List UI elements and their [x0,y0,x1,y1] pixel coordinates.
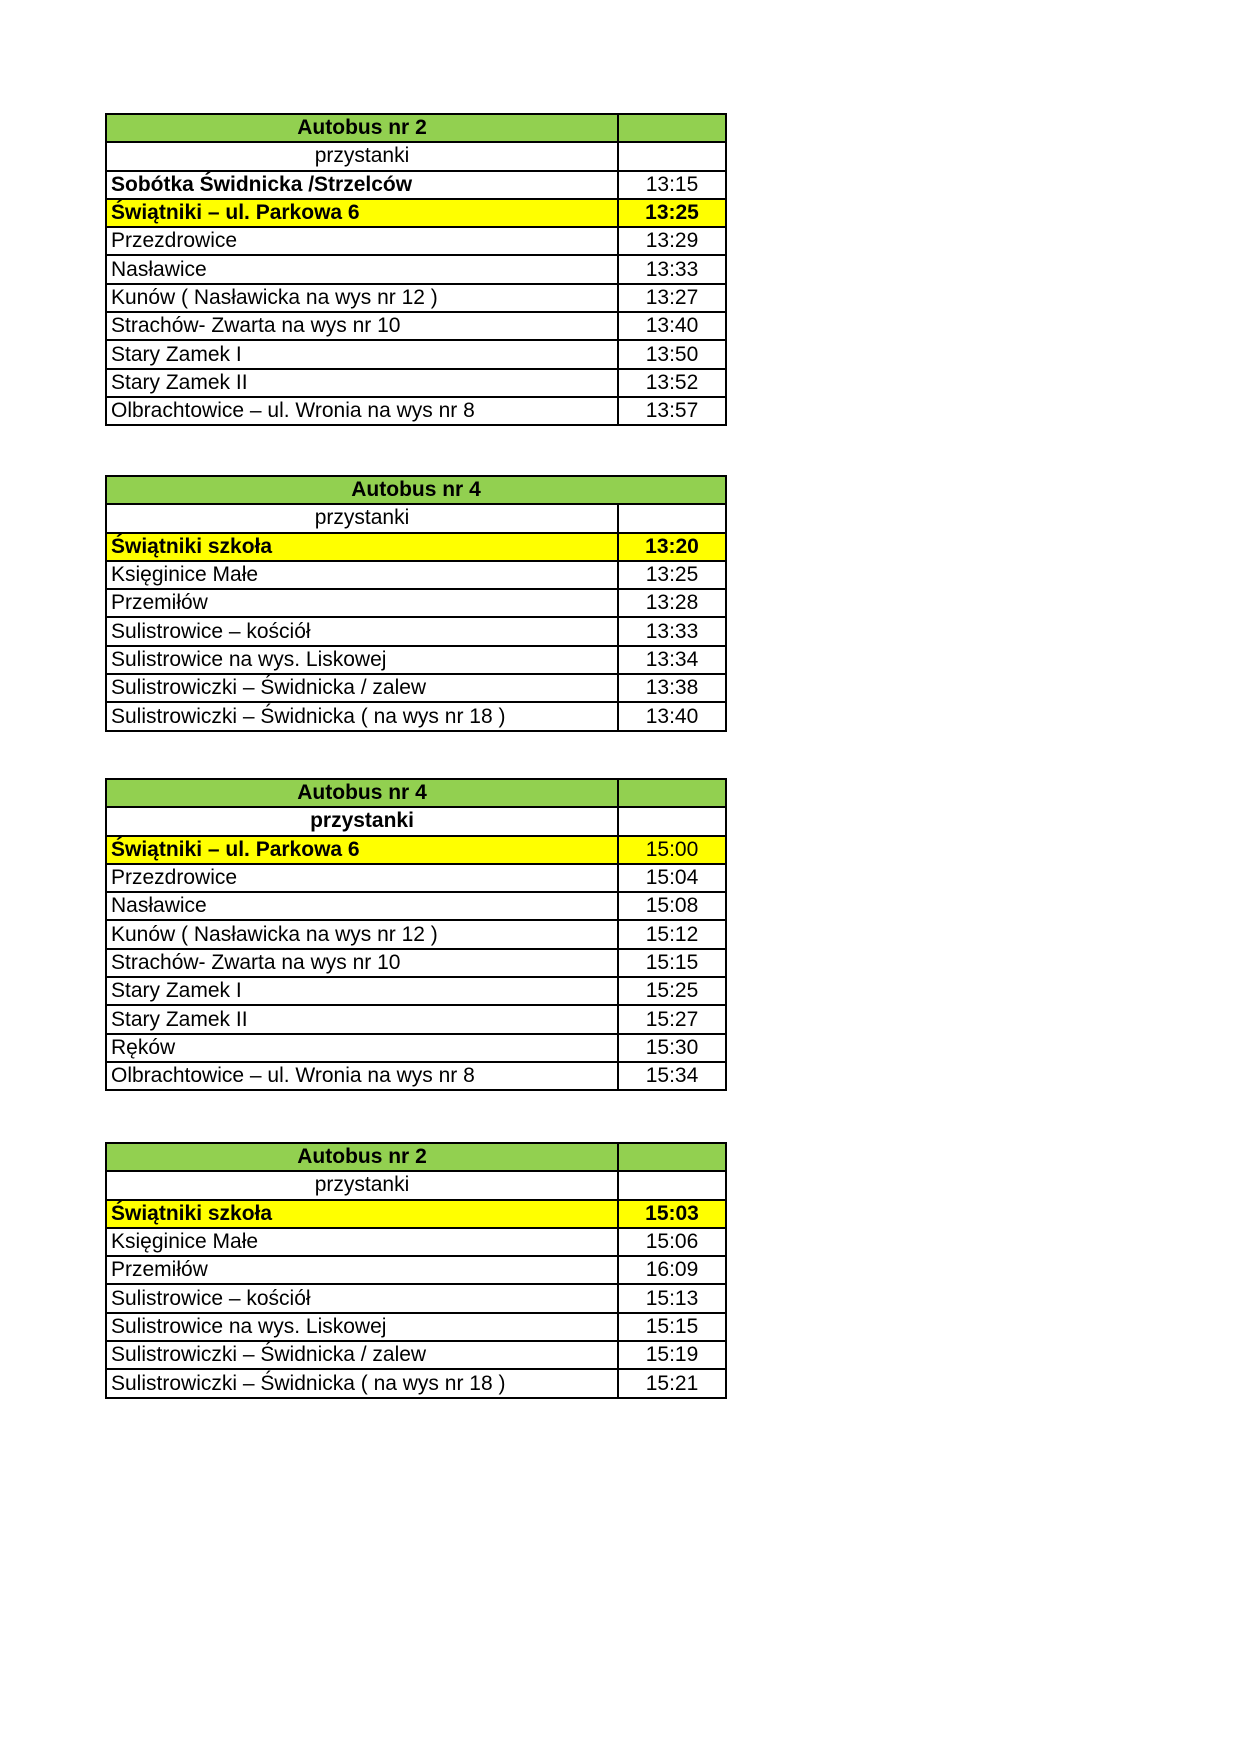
stop-name: Olbrachtowice – ul. Wronia na wys nr 8 [106,1062,618,1090]
table-row [106,1341,726,1369]
table-subheader-row [106,1171,726,1199]
table-header-empty-cell [618,114,726,142]
empty-cell [618,1171,726,1199]
stop-name: Świątniki – ul. Parkowa 6 [106,199,618,227]
table-row [106,1369,726,1397]
stop-name: Nasławice [106,255,618,283]
table-row [106,674,726,702]
table-row-highlighted [106,533,726,561]
stop-time: 13:38 [618,674,726,702]
stop-time: 15:21 [618,1369,726,1397]
stop-name: Przezdrowice [106,227,618,255]
stop-name: Sulistrowice na wys. Liskowej [106,1313,618,1341]
table-header-row [106,114,726,142]
stop-name: Sulistrowice – kościół [106,617,618,645]
stop-name: Przemiłów [106,589,618,617]
stop-name: Ręków [106,1034,618,1062]
stop-name: Sulistrowice – kościół [106,1284,618,1312]
stop-name: Olbrachtowice – ul. Wronia na wys nr 8 [106,397,618,425]
stop-time: 13:28 [618,589,726,617]
table-header-row [106,1143,726,1171]
table-subheader-row [106,504,726,532]
stop-time: 15:25 [618,977,726,1005]
stop-time: 13:25 [618,561,726,589]
table-row [106,397,726,425]
stop-time: 15:13 [618,1284,726,1312]
table-subheader-row [106,807,726,835]
stop-time: 13:25 [618,199,726,227]
stop-time: 15:15 [618,949,726,977]
table-row [106,646,726,674]
stop-time: 15:30 [618,1034,726,1062]
table-row [106,284,726,312]
stop-name: Świątniki szkoła [106,533,618,561]
stop-time: 13:57 [618,397,726,425]
table-row [106,1256,726,1284]
table-row [106,864,726,892]
stop-name: Nasławice [106,892,618,920]
stop-time: 13:34 [618,646,726,674]
stops-label: przystanki [106,504,618,532]
table-row [106,312,726,340]
stop-time: 13:27 [618,284,726,312]
stop-name: Kunów ( Nasławicka na wys nr 12 ) [106,920,618,948]
table-row [106,892,726,920]
stop-time: 15:00 [618,836,726,864]
stop-time: 13:29 [618,227,726,255]
stop-time: 15:06 [618,1228,726,1256]
table-row [106,227,726,255]
stop-time: 15:27 [618,1005,726,1033]
stop-name: Kunów ( Nasławicka na wys nr 12 ) [106,284,618,312]
stop-name: Księginice Małe [106,1228,618,1256]
empty-cell [618,504,726,532]
stop-time: 13:40 [618,312,726,340]
timetable-bus-4-afternoon-2 [105,778,727,1091]
stop-name: Sobótka Świdnicka /Strzelców [106,171,618,199]
stop-name: Przemiłów [106,1256,618,1284]
table-title: Autobus nr 2 [106,1143,618,1171]
table-row [106,1228,726,1256]
stop-name: Stary Zamek II [106,1005,618,1033]
table-header-empty-cell [618,779,726,807]
table-row [106,949,726,977]
stop-name: Sulistrowiczki – Świdnicka / zalew [106,674,618,702]
table-row [106,1034,726,1062]
stops-label: przystanki [106,807,618,835]
table-row [106,1005,726,1033]
stop-time: 13:15 [618,171,726,199]
stop-name: Stary Zamek II [106,369,618,397]
table-row [106,340,726,368]
table-row [106,617,726,645]
stop-name: Sulistrowiczki – Świdnicka ( na wys nr 18 ) [106,1369,618,1397]
stop-time: 16:09 [618,1256,726,1284]
table-row [106,369,726,397]
table-row [106,977,726,1005]
timetable-bus-4-afternoon-1 [105,475,727,732]
stop-time: 15:19 [618,1341,726,1369]
stop-time: 15:12 [618,920,726,948]
table-header-row [106,779,726,807]
stops-label: przystanki [106,1171,618,1199]
stop-time: 15:04 [618,864,726,892]
table-subheader-row [106,142,726,170]
stop-name: Przezdrowice [106,864,618,892]
empty-cell [618,142,726,170]
stop-time: 13:52 [618,369,726,397]
stop-time: 15:08 [618,892,726,920]
stop-time: 15:03 [618,1200,726,1228]
table-row [106,171,726,199]
stop-name: Sulistrowice na wys. Liskowej [106,646,618,674]
empty-cell [618,807,726,835]
table-title: Autobus nr 4 [106,476,726,504]
table-row [106,1284,726,1312]
stop-name: Świątniki szkoła [106,1200,618,1228]
table-row [106,1062,726,1090]
table-title: Autobus nr 2 [106,114,618,142]
stop-name: Stary Zamek I [106,977,618,1005]
stop-name: Sulistrowiczki – Świdnicka / zalew [106,1341,618,1369]
stop-name: Świątniki – ul. Parkowa 6 [106,836,618,864]
stop-name: Księginice Małe [106,561,618,589]
table-row [106,589,726,617]
stop-name: Strachów- Zwarta na wys nr 10 [106,949,618,977]
table-row [106,561,726,589]
stop-time: 13:20 [618,533,726,561]
table-row [106,1313,726,1341]
table-row [106,920,726,948]
table-row-highlighted [106,1200,726,1228]
stop-name: Strachów- Zwarta na wys nr 10 [106,312,618,340]
timetable-bus-2-afternoon-2 [105,1142,727,1399]
table-title: Autobus nr 4 [106,779,618,807]
stop-time: 13:33 [618,617,726,645]
timetable-bus-2-afternoon-1 [105,113,727,426]
stop-time: 15:34 [618,1062,726,1090]
table-header-row [106,476,726,504]
stop-name: Stary Zamek I [106,340,618,368]
table-row [106,702,726,730]
table-row-highlighted [106,199,726,227]
stop-time: 13:33 [618,255,726,283]
stop-time: 15:15 [618,1313,726,1341]
stop-time: 13:40 [618,702,726,730]
table-row-highlighted [106,836,726,864]
stop-name: Sulistrowiczki – Świdnicka ( na wys nr 18 ) [106,702,618,730]
stop-time: 13:50 [618,340,726,368]
stops-label: przystanki [106,142,618,170]
table-header-empty-cell [618,1143,726,1171]
table-row [106,255,726,283]
